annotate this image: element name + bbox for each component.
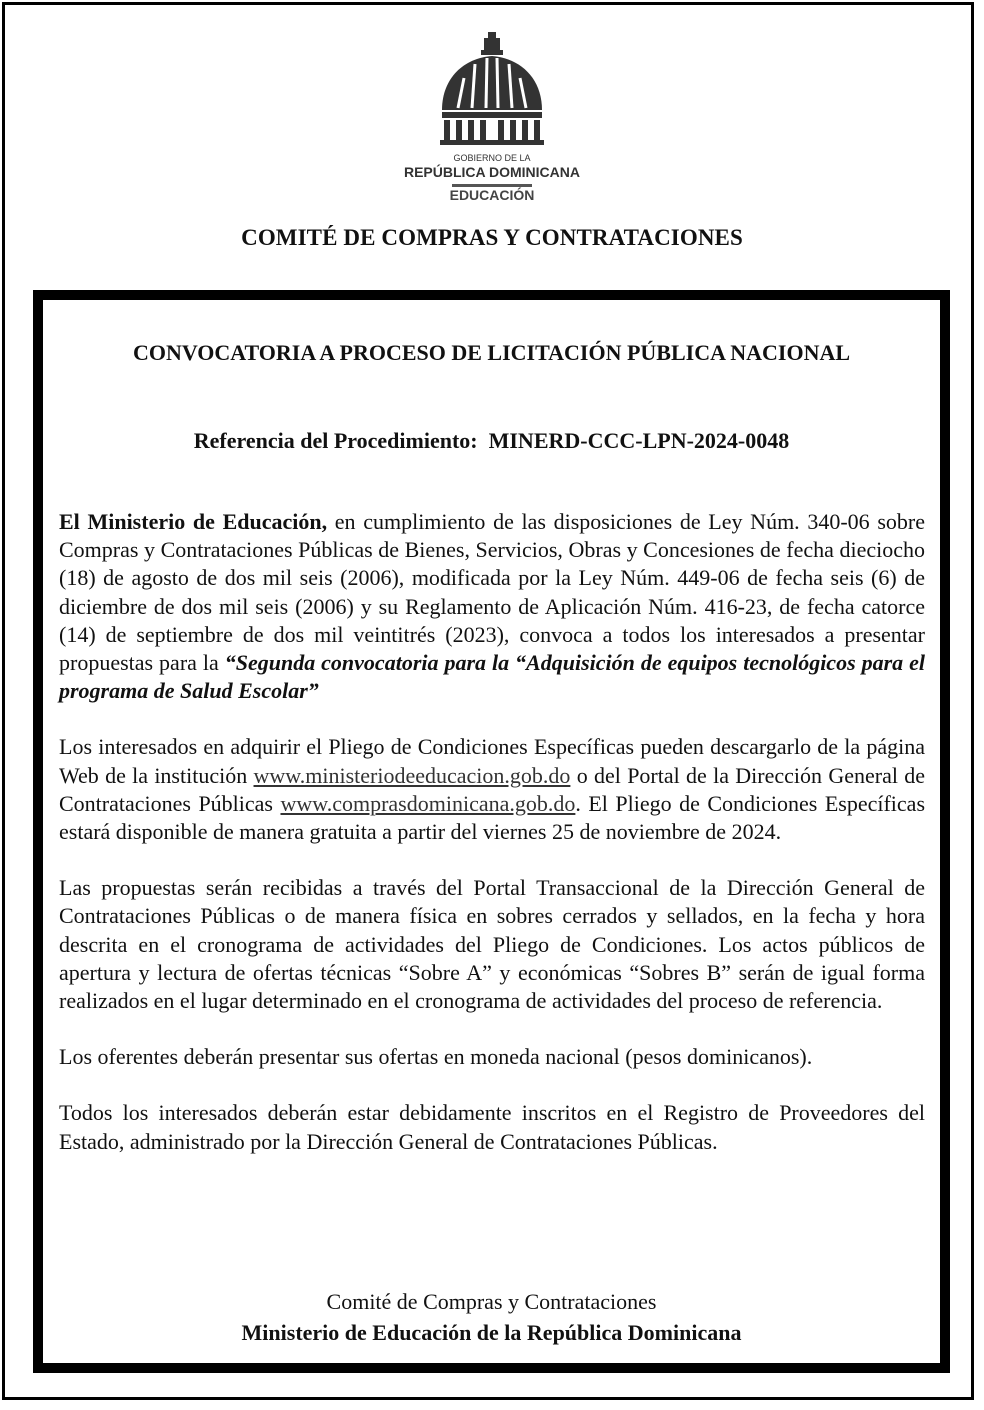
- government-education-logo: [372, 28, 612, 208]
- logo-text-republica: REPÚBLICA DOMINICANA: [403, 164, 581, 180]
- logo-text-gobierno: GOBIERNO DE LA: [453, 153, 531, 163]
- project-title: “Segunda convocatoria para la “Adquisición de equipos tecnológicos para el programa de Salud Escolar”: [59, 650, 926, 704]
- signature-committee: Comité de Compras y Contrataciones: [326, 1289, 657, 1314]
- national-palace-dome-icon: [440, 32, 544, 145]
- signature-ministry: Ministerio de Educación de la República Dominicana: [241, 1320, 742, 1345]
- committee-title: COMITÉ DE COMPRAS Y CONTRATACIONES: [241, 225, 743, 250]
- reference-code: MINERD-CCC-LPN-2024-0048: [488, 428, 790, 453]
- specs-text-b: o del Portal de la Dirección General de Contrataciones Públicas: [59, 762, 926, 816]
- notice-title: CONVOCATORIA A PROCESO DE LICITACIÓN PÚBLICA NACIONAL: [132, 340, 851, 365]
- notice-box: [33, 290, 950, 1373]
- logo-text-educacion: EDUCACIÓN: [449, 187, 535, 203]
- paragraph-registration: Todos los interesados deberán estar debidamente inscritos en el Registro de Proveedores del Estado, administrado por la Dirección General de Contrataciones Públicas.: [59, 1100, 925, 1154]
- procedure-reference: [43, 428, 940, 454]
- specs-text-a: Los interesados en adquirir el Pliego de Condiciones Específicas pueden descargarlo de la página Web de la institución: [59, 734, 925, 788]
- paragraph-specifications: [59, 733, 925, 846]
- notice-body: [59, 508, 925, 1184]
- paragraph-currency: Los oferentes deberán presentar sus ofertas en moneda nacional (pesos dominicanos).: [59, 1044, 813, 1070]
- compras-portal-link[interactable]: www.comprasdominicana.gob.do: [280, 790, 576, 816]
- paragraph-proposals: Las propuestas serán recibidas a través del Portal Transaccional de la Dirección General de Contrataciones Públicas o de manera física en sobres cerrados y sellados, en la fecha y hora descrita en el cronograma de actividades del Pliego de Condiciones. Los actos públicos de apertura y lectura de ofertas técnicas “Sobre A” y económicas “Sobres B” serán de igual forma realizados en el lugar determinado en el cronograma de actividades del proceso de referencia.: [59, 875, 925, 1014]
- ministry-lead: El Ministerio de Educación,: [59, 509, 328, 534]
- signature-block: [43, 1286, 940, 1348]
- invitation-text: en cumplimiento de las disposiciones de Ley Núm. 340-06 sobre Compras y Contrataciones Públicas de Bienes, Servicios, Obras y Concesiones de fecha dieciocho (18) de agosto de dos mil seis (2006), modificada por la Ley Núm. 449-06 de fecha seis (6) de diciembre de dos mil seis (2006) y su Reglamento de Aplicación Núm. 416-23, de fecha catorce (14) de septiembre de dos mil veintitrés (2023), convoca a todos los interesados a presentar propuestas para la: [59, 509, 926, 676]
- specs-text-c: . El Pliego de Condiciones Específicas estará disponible de manera gratuita a partir del viernes 25 de noviembre de 2024.: [59, 790, 926, 845]
- ministry-website-link[interactable]: www.ministeriodeeducacion.gob.do: [253, 762, 571, 788]
- reference-label: Referencia del Procedimiento:: [193, 428, 478, 453]
- paragraph-invitation: [59, 508, 925, 705]
